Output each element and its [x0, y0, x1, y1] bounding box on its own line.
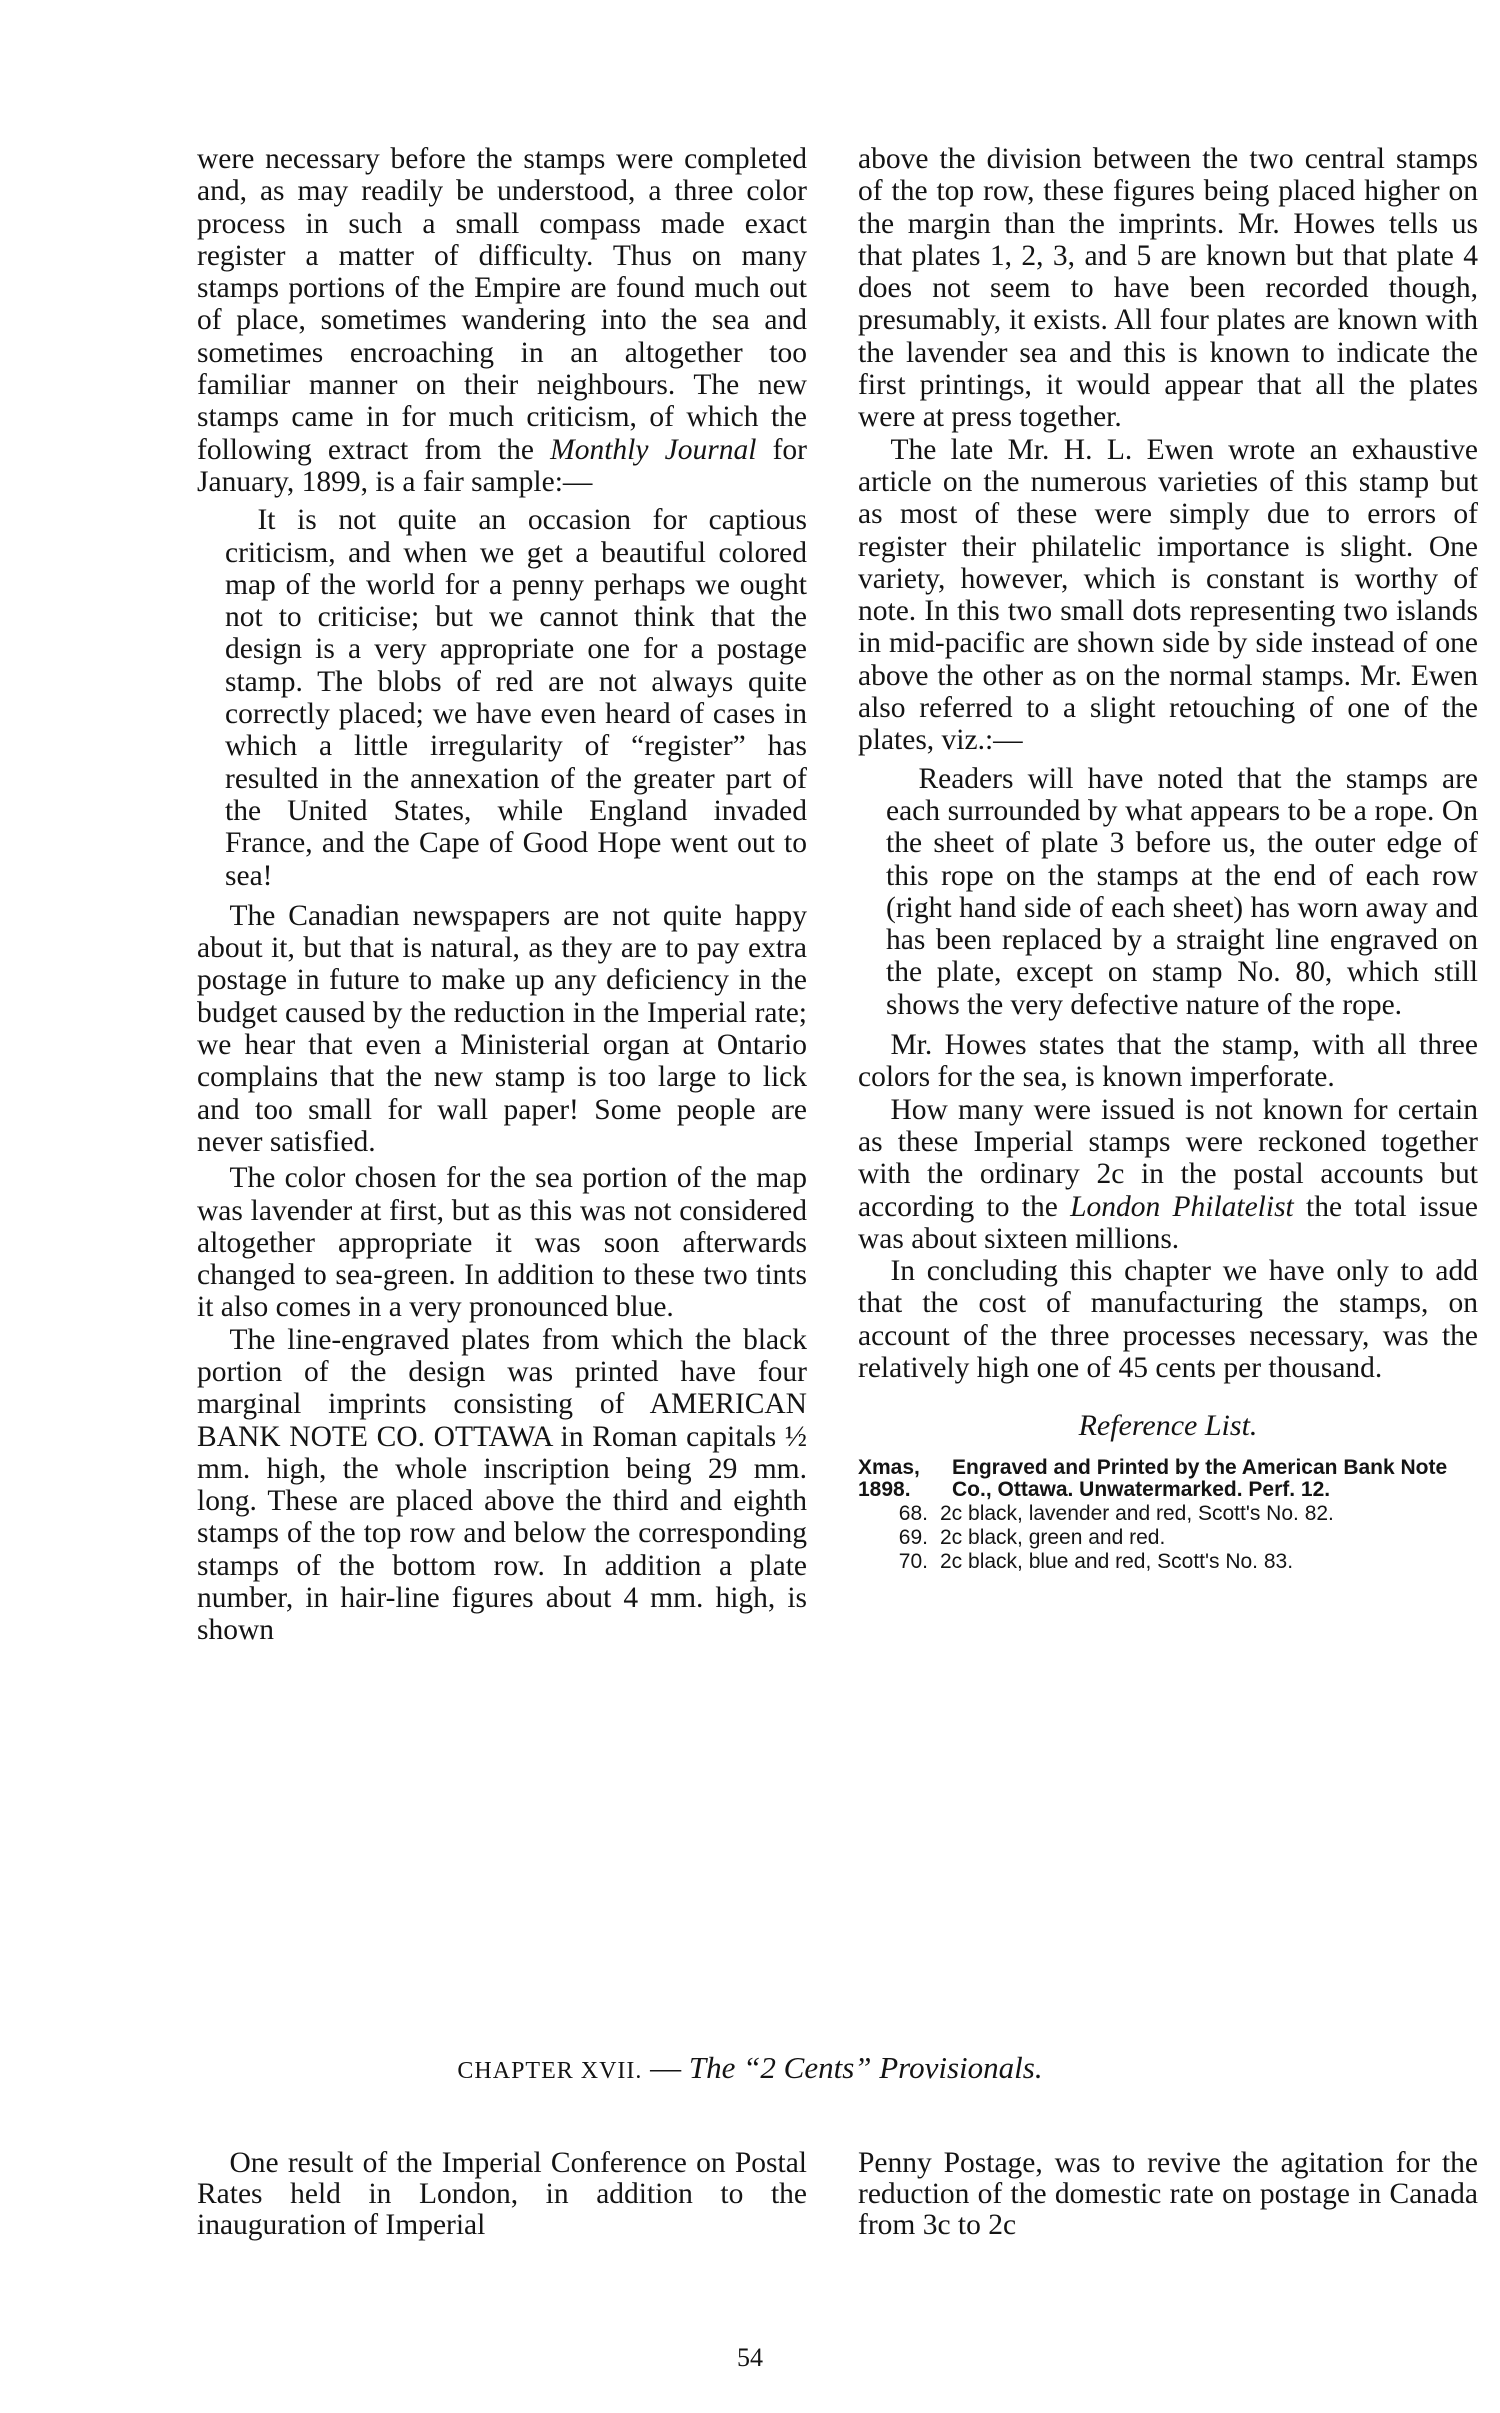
chapter-title: The “2 Cents” Provisionals. — [688, 2050, 1043, 2085]
paragraph: How many were issued is not known for certain as these Imperial stamps were reckoned together with the ordinary 2c in the postal accounts but according to the London Philatelist the total issue was about sixteen millions. — [858, 1093, 1478, 1255]
paragraph: One result of the Imperial Conference on Postal Rates held in London, in addition to the inauguration of Imperial — [197, 2147, 807, 2241]
reference-item: 68. 2c black, lavender and red, Scott's No. 82. — [898, 1501, 1334, 1525]
quote-text: It is not quite an occasion for captious criticism, and when we get a beautiful colored map of the world for a penny perhaps we ought not to criticise; but we cannot think that the design is a very appropriate one for a postage stamp. The blobs of red are not always quite correctly placed; we have even heard of cases in which a little irregularity of “register” has resulted in the annexation of the greater part of the United States, while England invaded France, and the Cape of Good Hope went out to sea! — [225, 504, 807, 892]
paragraph: In concluding this chapter we have only to add that the cost of manufacturing the stamps, on account of the three processes necessary, was the relatively high one of 45 cents per thousand. — [858, 1255, 1478, 1384]
bottom-right-column — [858, 2148, 1478, 2241]
reference-description: Engraved and Printed by the American Bank Note Co., Ottawa. Unwatermarked. Perf. 12. — [952, 1455, 1448, 1501]
journal-title: London Philatelist — [1070, 1190, 1294, 1223]
reference-header — [858, 1457, 1478, 1501]
paragraph: The line-engraved plates from which the black portion of the design was printed have four marginal imprints consisting of AMERICAN BANK NOTE CO. OTTAWA in Roman capitals ½ mm. high, the whole inscription being 29 mm. long. These are placed above the third and eighth stamps of the top row and below the corresponding stamps of the bottom row. In addition a plate number, in hair-line figures about 4 mm. high, is shown — [197, 1323, 807, 1647]
left-column — [197, 143, 807, 1647]
paragraph: Mr. Howes states that the stamp, with all three colors for the sea, is known imperforate. — [858, 1029, 1478, 1094]
paragraph: Penny Postage, was to revive the agitation for the reduction of the domestic rate on postage in Canada from 3c to 2c — [858, 2147, 1478, 2241]
block-quote — [225, 504, 807, 892]
paragraph: The color chosen for the sea portion of the map was lavender at first, but as this was not considered altogether appropriate it was soon afterwards changed to sea-green. In addition to these two tints it also comes in a very pronounced blue. — [197, 1162, 807, 1324]
chapter-label: CHAPTER XVII. — [457, 2058, 643, 2084]
reference-item: 69. 2c black, green and red. — [898, 1525, 1166, 1549]
reference-list-title: Reference List. — [1078, 1409, 1258, 1443]
reference-list — [858, 1457, 1478, 1573]
paragraph: The late Mr. H. L. Ewen wrote an exhaustive article on the numerous varieties of this stamp but as most of these were simply due to errors of register their philatelic importance is slight. One variety, however, which is constant is worthy of note. In this two small dots representing two islands in mid-pacific are shown side by side instead of one above the other as on the normal stamps. Mr. Ewen also referred to a slight retouching of one of the plates, viz.:— — [858, 433, 1478, 757]
paragraph: The Canadian newspapers are not quite happy about it, but that is natural, as they are to pay extra postage in future to make up any deficiency in the budget caused by the reduction in the Imperial rate; we hear that even a Ministerial organ at Ontario complains that the new stamp is too large to lick and too small for wall paper! Some people are never satisfied. — [197, 899, 807, 1158]
bottom-left-column — [197, 2148, 807, 2241]
reference-item: 70. 2c black, blue and red, Scott's No. 83. — [898, 1549, 1294, 1573]
right-column — [858, 143, 1478, 1573]
chapter-heading: CHAPTER XVII. — The “2 Cents” Provisionals. — [457, 2050, 1043, 2085]
page-number: 54 — [737, 2343, 763, 2372]
quote-text: Readers will have noted that the stamps are each surrounded by what appears to be a rope. On the sheet of plate 3 before us, the outer edge of this rope on the stamps at the end of each row (right hand side of each sheet) has worn away and has been replaced by a straight line engraved on the plate, except on stamp No. 80, which still shows the very defective nature of the rope. — [886, 762, 1478, 1021]
block-quote — [886, 763, 1478, 1021]
journal-title: Monthly Journal — [550, 433, 757, 466]
paragraph: above the division between the two central stamps of the top row, these figures being placed higher on the margin than the imprints. Mr. Howes tells us that plates 1, 2, 3, and 5 are known but that plate 4 does not seem to have been recorded though, presumably, it exists. All four plates are known with the lavender sea and this is known to indicate the first printings, it would appear that all the plates were at press together. — [858, 143, 1478, 434]
reference-date: Xmas, 1898. — [858, 1455, 920, 1501]
paragraph: were necessary before the stamps were completed and, as may readily be understood, a three color process in such a small compass made exact register a matter of difficulty. Thus on many stamps portions of the Empire are found much out of place, sometimes wandering into the sea and sometimes encroaching in an altogether too familiar manner on their neighbours. The new stamps came in for much criticism, of which the following extract from the Monthly Journal for January, 1899, is a fair sample:— — [197, 143, 808, 498]
